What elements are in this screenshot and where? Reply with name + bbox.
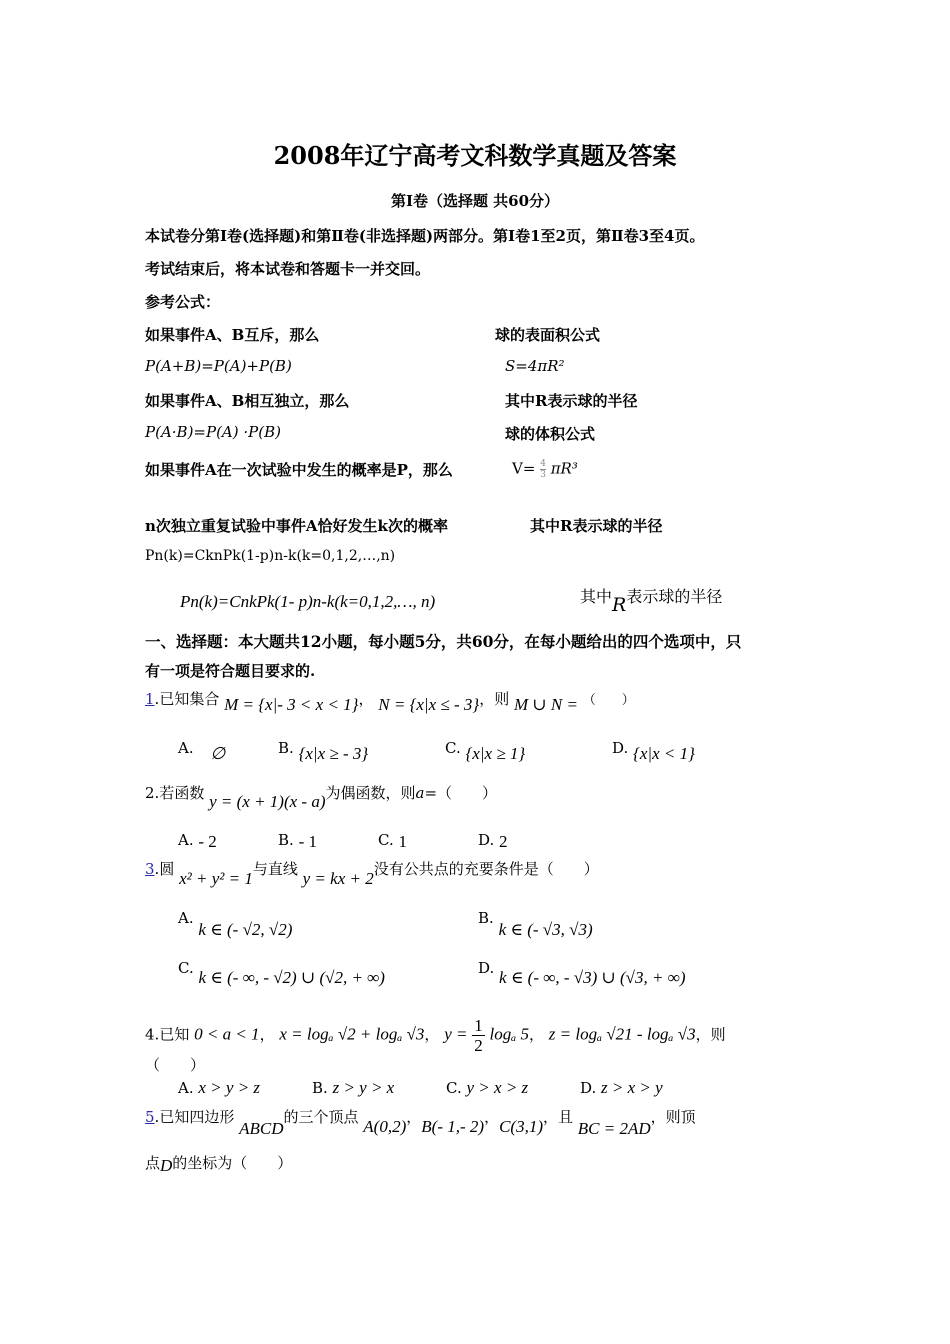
question-5-point-c: C(3,1) [499, 1117, 543, 1136]
option-text: k ∈ (- ∞, - √3) ∪ (√3, + ∞) [499, 968, 686, 987]
question-3-circle: x² + y² = 1 [179, 869, 253, 888]
question-5-text-c: ，且 [543, 1108, 574, 1126]
page-subtitle: 第Ⅰ卷（选择题 共60分） [390, 192, 560, 210]
question-1-stem [145, 688, 635, 714]
question-3-option-b[interactable] [478, 908, 593, 939]
option-label: B. [312, 1079, 328, 1097]
intro-line-2: 考试结束后，将本试卷和答题卡一并交回。 [145, 260, 431, 278]
page-title: 2008年辽宁高考文科数学真题及答案 [273, 141, 677, 170]
formula-left-7: Pn(k)=CknPk(1-p)n-k(k=0,1,2,…,n) [145, 548, 396, 564]
option-label: A. [178, 739, 194, 757]
option-text: k ∈ (- √2, √2) [198, 920, 293, 939]
option-text: k ∈ (- √3, √3) [498, 920, 593, 939]
formula-heading: 参考公式： [145, 293, 221, 311]
question-1-option-d[interactable] [612, 738, 695, 763]
volume-fraction-num: 4 [540, 459, 546, 469]
question-1-option-c[interactable] [445, 738, 526, 763]
question-2-stem [145, 782, 498, 811]
section-line-2: 有一项是符合题目要求的. [145, 662, 316, 680]
option-text: - 2 [198, 832, 217, 851]
question-1-option-b[interactable] [278, 738, 369, 763]
question-4-sep-3: ， [529, 1025, 545, 1044]
option-text: z > x > y [601, 1078, 663, 1097]
option-label: A. [178, 909, 194, 927]
question-4-x: x = logₐ √2 + logₐ √3 [279, 1024, 425, 1044]
question-3-option-a[interactable] [178, 908, 293, 939]
question-4-condition: 0 < a < 1 [194, 1024, 260, 1044]
question-2-option-c[interactable] [378, 830, 407, 850]
option-label: D. [612, 739, 629, 757]
option-label: B. [278, 831, 294, 849]
formula-left-2: P(A+B)=P(A)+P(B) [145, 357, 292, 375]
question-5-point-a: A(0,2) [363, 1117, 407, 1136]
question-1-union: M ∪ N = [513, 695, 578, 714]
question-2-option-a[interactable] [178, 830, 217, 850]
option-label: C. [445, 739, 461, 757]
question-4-y-lhs: y = [444, 1024, 468, 1044]
question-4-option-d[interactable] [580, 1078, 663, 1098]
question-5-link[interactable]: 5 [145, 1108, 155, 1126]
volume-rest: πR³ [550, 459, 578, 478]
formula-right-1: 球的表面积公式 [495, 326, 601, 344]
question-1-sep-1: ， [358, 690, 374, 708]
question-5-text-d: ，则顶 [650, 1108, 696, 1126]
question-1-sep-2: ，则 [479, 690, 510, 708]
option-label: C. [378, 831, 394, 849]
formula-right-3: 其中R表示球的半径 [505, 392, 638, 410]
question-3-stem [145, 858, 599, 888]
question-3-text-c: 没有公共点的充要条件是（ ） [373, 860, 599, 878]
formula-left-1: 如果事件A、B互斥，那么 [145, 326, 320, 344]
question-5-stem-line-2 [145, 1152, 292, 1173]
formula-right-8 [580, 584, 723, 616]
option-label: D. [580, 1079, 597, 1097]
question-4-text-a: .已知 [154, 1025, 190, 1044]
option-text: - 1 [298, 832, 317, 851]
formula-left-5: 如果事件A在一次试验中发生的概率是P，那么 [145, 461, 453, 479]
question-5-text-e: 点 [145, 1154, 161, 1172]
option-text: {x|x < 1} [633, 744, 695, 763]
question-5-point-d: D [160, 1156, 173, 1175]
option-text: {x|x ≥ 1} [465, 744, 526, 763]
question-3-option-d[interactable] [478, 958, 686, 987]
radius-note-a: 其中 [580, 587, 613, 606]
option-label: C. [178, 959, 194, 977]
option-text: 2 [499, 832, 508, 851]
question-4-option-b[interactable] [312, 1078, 394, 1098]
question-5-vector: BC = 2AD [577, 1119, 651, 1138]
question-2-option-d[interactable] [478, 830, 508, 850]
question-2-text-c: =（ ） [424, 784, 498, 802]
option-label: B. [478, 909, 494, 927]
question-1-text-a: .已知集合 [154, 690, 220, 708]
question-3-text-b: 与直线 [252, 860, 298, 878]
question-1-option-a[interactable] [178, 738, 226, 763]
question-4-num: 4 [145, 1025, 155, 1044]
question-3-link[interactable]: 3 [145, 860, 155, 878]
formula-right-2: S=4πR² [505, 357, 565, 375]
question-2-var: a [415, 784, 425, 802]
question-4-y-num: 1 [474, 1016, 483, 1035]
question-2-text-b: 为偶函数，则 [325, 784, 416, 802]
question-1-link[interactable]: 1 [145, 690, 155, 708]
option-text: {x|x ≥ - 3} [298, 744, 369, 763]
formula-left-4: P(A·B)=P(A) ·P(B) [145, 423, 281, 441]
section-line-1: 一、选择题：本大题共12小题，每小题5分，共60分，在每小题给出的四个选项中，只 [145, 632, 742, 651]
option-label: C. [446, 1079, 462, 1097]
option-text: z > y > x [332, 1078, 395, 1097]
option-label: A. [178, 1079, 194, 1097]
formula-left-3: 如果事件A、B相互独立，那么 [145, 392, 350, 410]
question-2-text-a: .若函数 [154, 784, 205, 802]
option-label: A. [178, 831, 194, 849]
formula-left-6: n次独立重复试验中事件A恰好发生k次的概率 [145, 517, 448, 535]
volume-fraction-den: 3 [540, 470, 546, 480]
formula-right-5 [512, 459, 578, 480]
question-5-text-f: 的坐标为（ ） [172, 1154, 293, 1172]
question-3-line: y = kx + 2 [302, 869, 374, 888]
option-label: D. [478, 831, 495, 849]
volume-fraction [540, 459, 546, 480]
question-2-option-b[interactable] [278, 830, 317, 850]
question-5-point-b: B(- 1,- 2) [421, 1117, 485, 1136]
question-3-text-a: .圆 [154, 860, 175, 878]
formula-right-4: 球的体积公式 [505, 425, 596, 443]
option-label: B. [278, 739, 294, 757]
formula-right-6: 其中R表示球的半径 [530, 517, 663, 535]
question-5-text-a: .已知四边形 [154, 1108, 235, 1126]
option-text: y > x > z [466, 1078, 529, 1097]
question-4-option-c[interactable] [446, 1078, 528, 1098]
option-label: D. [478, 959, 495, 977]
question-4-y-den: 2 [474, 1036, 483, 1055]
intro-line-1: 本试卷分第Ⅰ卷(选择题)和第Ⅱ卷(非选择题)两部分。第Ⅰ卷1至2页，第Ⅱ卷3至4页。 [145, 227, 705, 245]
question-4-sep-2: ， [424, 1025, 440, 1044]
question-4-text-b: ，则 [695, 1025, 726, 1044]
radius-note-r: R [612, 594, 627, 616]
option-text: 1 [398, 832, 407, 851]
radius-note-b: 表示球的半径 [626, 587, 723, 606]
question-5-text-b: 的三个顶点 [283, 1108, 359, 1126]
volume-v: V= [512, 459, 536, 478]
option-text: k ∈ (- ∞, - √2) ∪ (√2, + ∞) [198, 968, 385, 987]
question-1-set-m: M = {x|- 3 < x < 1} [224, 695, 359, 714]
question-4-sep-1: ， [259, 1025, 275, 1044]
question-2-function: y = (x + 1)(x - a) [209, 792, 326, 811]
question-1-set-n: N = {x|x ≤ - 3} [378, 695, 480, 714]
question-1-paren: （ ） [582, 693, 635, 708]
question-5-quad: ABCD [239, 1119, 284, 1138]
question-5-stem: 5.已知四边形 ABCD的三个顶点 A(0,2)，B(- 1,- 2)，C(3,1)，且 BC = 2AD，则顶 [145, 1108, 696, 1138]
question-4-y-rest: logₐ 5 [489, 1024, 529, 1044]
question-4-paren: （ ） [145, 1056, 206, 1074]
option-text: x > y > z [198, 1078, 261, 1097]
option-text: ∅ [210, 744, 226, 763]
question-4-z: z = logₐ √21 - logₐ √3 [548, 1024, 696, 1044]
question-2-num: 2 [145, 784, 155, 802]
question-4-y-fraction [472, 1016, 485, 1055]
question-4-stem [145, 1016, 726, 1055]
question-3-option-c[interactable] [178, 958, 385, 987]
question-4-option-a[interactable] [178, 1078, 260, 1098]
formula-left-8: Pn(k)=CnkPk(1- p)n-k(k=0,1,2,…, n) [180, 592, 436, 611]
